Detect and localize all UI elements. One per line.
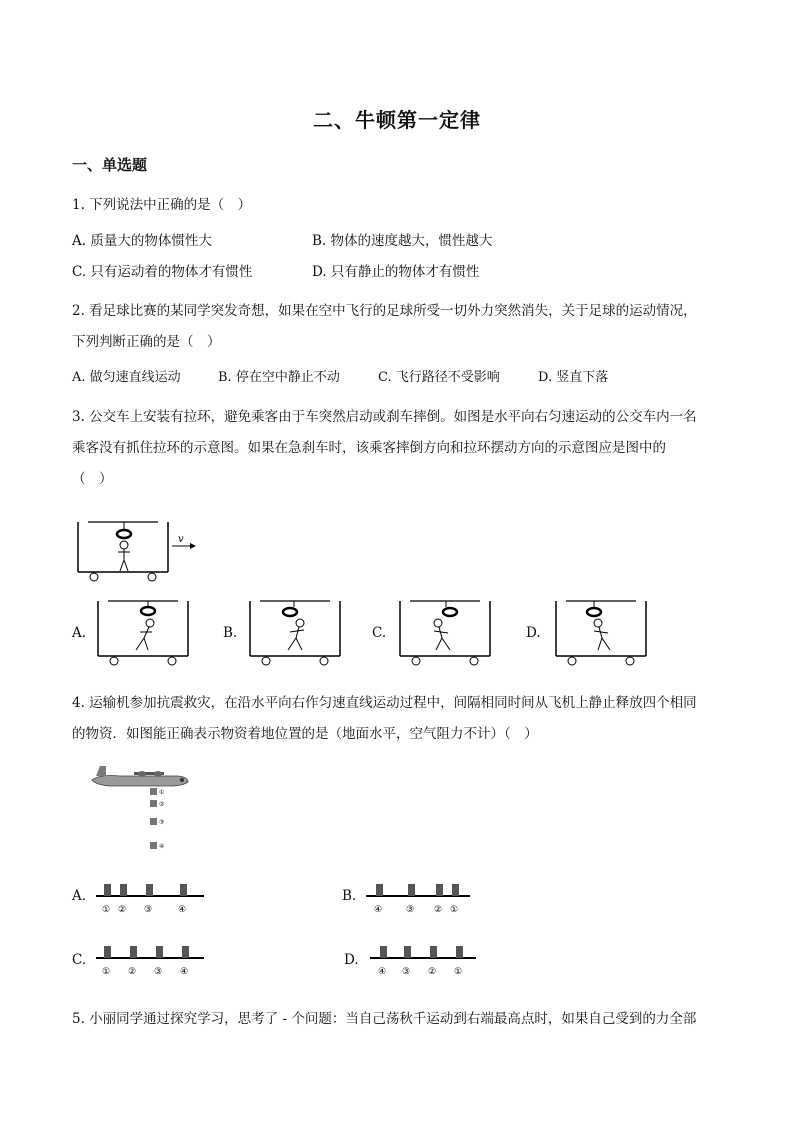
svg-text:①: ① (159, 789, 165, 796)
question-3-option-b: B. (223, 625, 238, 641)
question-1-stem: 1. 下列说法中正确的是（ ） (72, 197, 252, 213)
question-4-option-a: A. (72, 888, 87, 904)
question-1-option-b: B. 物体的速度越大，惯性越大 (312, 233, 493, 249)
bus-diagram (76, 516, 206, 586)
question-3-line-2: 乘客没有抓住拉环的示意图。如果在急刹车时，该乘客摔倒方向和拉环摆动方向的示意图应是图中的 (72, 440, 666, 456)
mark-1: ① (450, 905, 459, 915)
option-c-bus-diagram (398, 598, 494, 668)
question-1-option-d: D. 只有静止的物体才有惯性 (312, 264, 480, 280)
velocity-label: v (178, 534, 184, 545)
mark-4: ④ (180, 967, 189, 977)
svg-text:④: ④ (159, 843, 165, 850)
option-d-ground-diagram (370, 940, 480, 980)
mark-3: ③ (406, 905, 415, 915)
question-2-option-d: D. 竖直下落 (538, 370, 609, 385)
page-title: 二、牛顿第一定律 (313, 108, 481, 132)
mark-4: ④ (178, 905, 187, 915)
question-4-option-d: D. (344, 952, 359, 968)
svg-text:③: ③ (159, 819, 165, 826)
mark-1: ① (454, 967, 463, 977)
option-d-bus-diagram (554, 598, 650, 668)
question-2-line-2: 下列判断正确的是（ ） (72, 334, 221, 350)
mark-3: ③ (154, 967, 163, 977)
section-heading: 一、单选题 (72, 156, 148, 174)
mark-4: ④ (374, 905, 383, 915)
question-2-line-1: 2. 看足球比赛的某同学突发奇想，如果在空中飞行的足球所受一切外力突然消失，关于足球的运动情况， (72, 303, 697, 319)
airplane-drop-diagram (90, 764, 200, 859)
mark-2: ② (118, 905, 127, 915)
mark-2: ② (428, 967, 437, 977)
mark-1: ① (102, 905, 111, 915)
question-1-option-a: A. 质量大的物体惯性大 (72, 233, 212, 249)
question-5-line-1: 5. 小丽同学通过探究学习，思考了 - 个问题：当自己荡秋千运动到右端最高点时，如果自己受到的力全部 (72, 1011, 697, 1027)
mark-1: ① (102, 967, 111, 977)
question-3-option-d: D. (526, 625, 541, 641)
question-3-line-3: （ ） (72, 471, 113, 487)
question-2-option-b: B. 停在空中静止不动 (218, 370, 340, 385)
question-4-line-2: 的物资．如图能正确表示物资着地位置的是（地面水平，空气阻力不计）（ ） (72, 726, 538, 742)
question-3-line-1: 3. 公交车上安装有拉环，避免乘客由于车突然启动或刹车摔倒。如图是水平向右匀速运动的公交车内一名 (72, 409, 697, 425)
question-1-option-c: C. 只有运动着的物体才有惯性 (72, 264, 253, 280)
option-b-ground-diagram (366, 878, 476, 918)
option-c-ground-diagram (96, 940, 206, 980)
question-4-option-c: C. (72, 952, 87, 968)
mark-2: ② (128, 967, 137, 977)
question-4-option-b: B. (342, 888, 357, 904)
mark-2: ② (434, 905, 443, 915)
question-3-option-c: C. (372, 625, 387, 641)
option-a-bus-diagram (96, 598, 192, 668)
question-4-line-1: 4. 运输机参加抗震救灾，在沿水平向右作匀速直线运动过程中，间隔相同时间从飞机上静止释放四个相同 (72, 695, 697, 711)
mark-3: ③ (144, 905, 153, 915)
question-2-option-c: C. 飞行路径不受影响 (378, 370, 500, 385)
mark-4: ④ (378, 967, 387, 977)
question-2-option-a: A. 做匀速直线运动 (72, 370, 181, 385)
question-3-option-a: A. (72, 625, 87, 641)
svg-text:②: ② (159, 801, 165, 808)
option-b-bus-diagram (248, 598, 344, 668)
mark-3: ③ (402, 967, 411, 977)
option-a-ground-diagram (96, 878, 206, 918)
